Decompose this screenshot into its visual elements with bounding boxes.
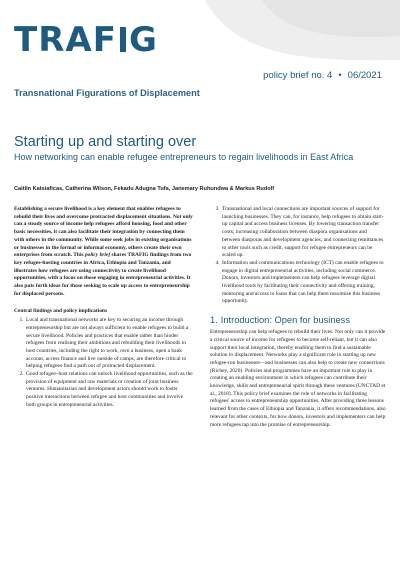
brief-number: policy brief no. 4 bbox=[263, 70, 333, 81]
brief-date: 06/2021 bbox=[347, 70, 382, 81]
author-list: Caitlin Katsiaficas, Catherina Wilson, Fekadu Adugna Tufa, Janemary Ruhundwa & Markus Rudolf bbox=[14, 186, 275, 192]
findings-list bbox=[14, 317, 194, 409]
trafig-logo bbox=[14, 20, 158, 60]
logo-letter: A bbox=[65, 20, 93, 60]
section-number: 1. bbox=[210, 315, 218, 326]
logo-letter: F bbox=[92, 20, 117, 60]
logo-letter: T bbox=[14, 20, 39, 60]
list-item: 4. Information and communications technology (ICT) can enable refugees to engage in digital entrepreneurial activities, including social commerce. Donors, investors and implementers can help refugees leverage digital livelihood tools by facilitating their connectivity and offering training, mentoring and access to loans that can help them maximise this business opportunity. bbox=[221, 260, 386, 306]
logo-i-bar-icon bbox=[120, 27, 126, 52]
right-column bbox=[210, 206, 386, 429]
logo-letter: R bbox=[38, 20, 66, 60]
left-column bbox=[14, 206, 194, 410]
intro-emphasis: policy brief bbox=[84, 252, 111, 259]
brief-info: policy brief no. 4 • 06/2021 bbox=[263, 70, 382, 81]
section-title: Introduction: Open for business bbox=[220, 315, 350, 326]
findings-list-continued bbox=[210, 206, 386, 306]
intro-text-after: shares TRAFIG findings from two key refugee-hosting countries in Africa, Ethiopia and Tanzania, and illustrates how refugees are using connectivity to create livelihood opportunities, with a focus on those engaging in entrepreneurial activities. It also puts forth ideas for those seeking to scale up access to entrepreneurship for displaced persons. bbox=[14, 252, 192, 297]
list-item: 2. Good refugee–host relations can unlock livelihood opportunities, such as the provision of equipment and raw materials or creation of joint business ventures. Humanitarian and development actors should work to foster positive interactions between refugee and host communities and involve both groups in entrepreneurial activities. bbox=[25, 371, 194, 410]
section-body: Entrepreneurship can help refugees to rebuild their lives. Not only can it provide a critical source of income for refugees to become self-reliant, but it can also support their local integration, thereby enabling them to find a sustainable solution to displacement. Networks play a significant role in starting up new refugee-run businesses—and businesses can also help to create new connections (Richey, 2020). Policies and programmes have an important role to play in creating an enabling environment in which refugees can contribute their knowledge, skills and entrepreneurial spirit through these ventures (UNCTAD et al., 2018). This policy brief examines the role of networks in facilitating refugees' access to entrepreneurship opportunities. After providing three lessons learned from the cases of Ethiopia and Tanzania, it offers recommendations, also relevant for other contexts, for how donors, investors and implementers can help more refugees tap into the promise of entrepreneurship. bbox=[210, 329, 386, 428]
list-item: 3. Transnational and local connections are important sources of support for launching businesses. They can, for instance, help refugees to obtain start-up capital and access business licenses. By lowering transaction transfer costs; increasing collaboration between diaspora organisations and between diasporas and development agencies; and connecting remittances to other tools such as credit, support for refugee entrepreneurs can be scaled up. bbox=[221, 206, 386, 260]
organization-name: Transnational Figurations of Displacement bbox=[14, 88, 200, 98]
page-title: Starting up and starting over bbox=[14, 134, 197, 150]
list-item: 1. Local and transnational networks are key to securing an income through entrepreneurship but are not always sufficient to enable refugees to build a secure livelihood. Policies and practices that enable rather than hinder refugees from realising their ambitions and rebuilding their livelihoods in host countries, including the right to work, own a business, open a bank account, access finance and live outside of camps, are therefore critical to helping refugees find a path out of protracted displacement. bbox=[25, 317, 194, 371]
page-subtitle: How networking can enable refugee entrepreneurs to regain livelihoods in East Africa bbox=[14, 152, 354, 162]
section-heading bbox=[210, 314, 386, 326]
intro-text: Establishing a secure livelihood is a key element that enables refugees to rebuild their lives and overcome protracted displacement situations. Not only can a steady source of income help refugees afford housing, food and other basic necessities, it can also facilitate their integration by connecting them with others in the community. While some seek jobs in existing organisations or businesses in the formal or informal economy, others create their own enterprises from scratch. This bbox=[14, 206, 193, 259]
intro-paragraph bbox=[14, 206, 194, 298]
logo-letter: G bbox=[128, 20, 158, 60]
findings-heading: Central findings and policy implications bbox=[14, 308, 108, 315]
